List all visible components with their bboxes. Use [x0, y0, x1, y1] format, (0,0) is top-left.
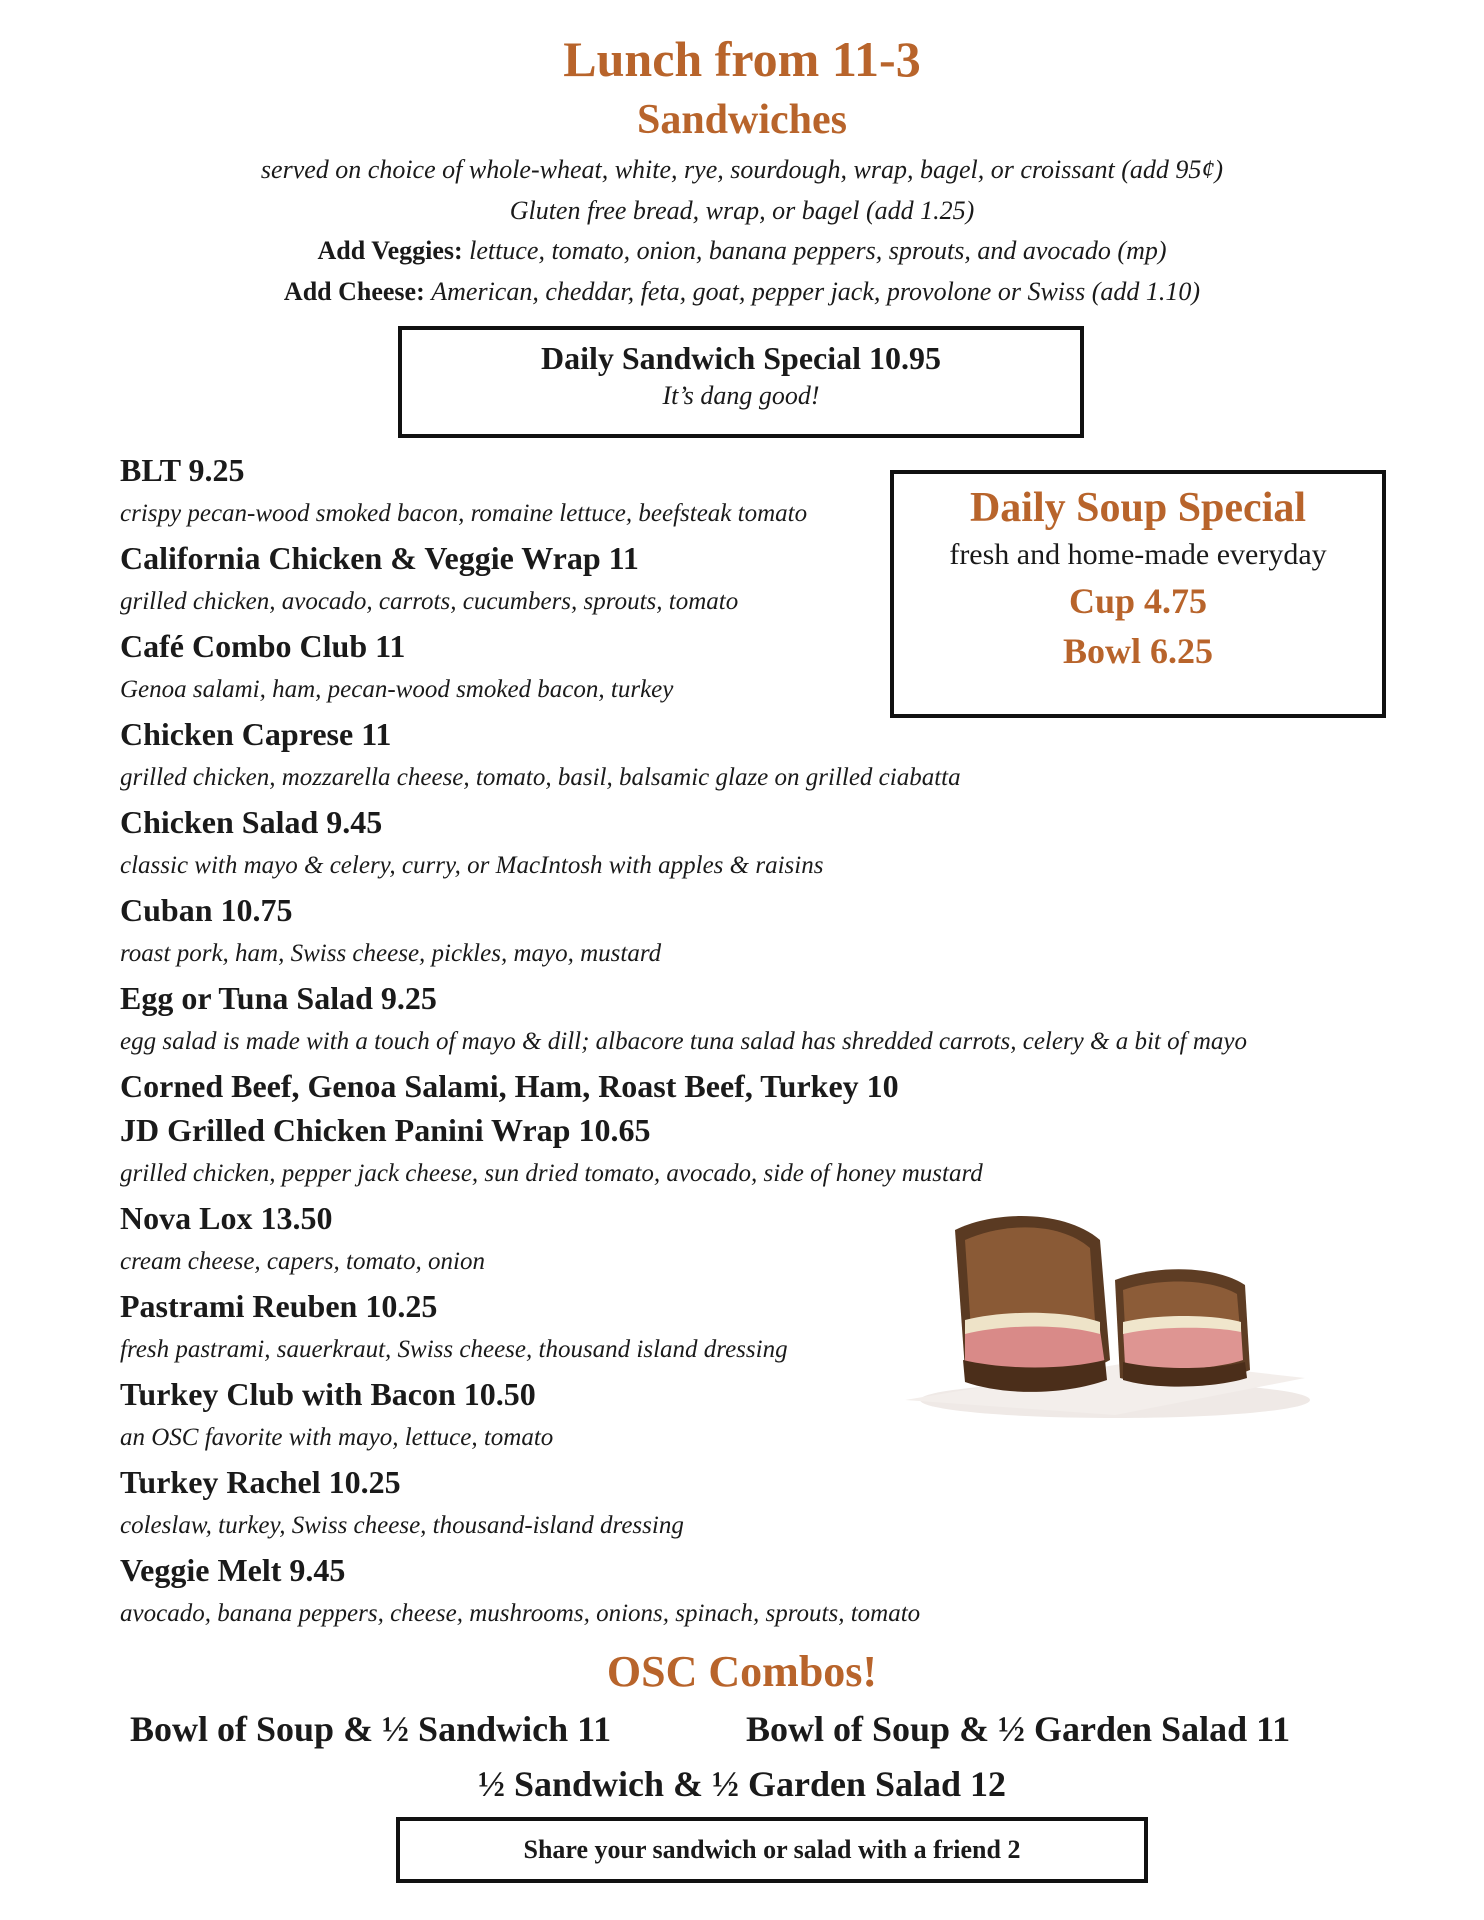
menu-item-name: Chicken Salad 9.45 — [120, 804, 383, 840]
add-cheese-line — [0, 277, 1484, 307]
combo-soup-half-sandwich: Bowl of Soup & ½ Sandwich 11 — [130, 1709, 612, 1749]
share-fee-text: Share your sandwich or salad with a friend 2 — [523, 1835, 1021, 1864]
share-fee-box — [396, 1817, 1148, 1883]
add-veggies-line — [0, 236, 1484, 266]
menu-item-name: JD Grilled Chicken Panini Wrap 10.65 — [120, 1112, 651, 1148]
daily-soup-special-subtitle: fresh and home-made everyday — [949, 538, 1327, 571]
menu-item-name: Nova Lox 13.50 — [120, 1200, 333, 1236]
daily-sandwich-special-title: Daily Sandwich Special 10.95 — [540, 340, 942, 376]
soup-bowl-price: Bowl 6.25 — [1062, 631, 1213, 671]
add-veggies-label: Add Veggies: — [317, 236, 463, 265]
sandwich-menu-list — [120, 448, 1370, 1636]
add-cheese-text: American, cheddar, feta, goat, pepper jack, provolone or Swiss (add 1.10) — [431, 277, 1201, 306]
menu-item-desc: egg salad is made with a touch of mayo & dill; albacore tuna salad has shredded carrots, celery & a bit of mayo — [120, 1028, 1247, 1055]
menu-item-name: Egg or Tuna Salad 9.25 — [120, 980, 437, 1016]
sandwich-half-left — [955, 1216, 1110, 1392]
menu-item-desc: grilled chicken, mozzarella cheese, tomato, basil, balsamic glaze on grilled ciabatta — [120, 764, 961, 791]
sandwich-half-right — [1115, 1269, 1250, 1386]
menu-item-name: Pastrami Reuben 10.25 — [120, 1288, 438, 1324]
menu-item-name: Turkey Rachel 10.25 — [120, 1464, 401, 1500]
section-title-sandwiches: Sandwiches — [636, 97, 848, 143]
gluten-free-note: Gluten free bread, wrap, or bagel (add 1.25) — [509, 196, 975, 225]
menu-item-desc: roast pork, ham, Swiss cheese, pickles, mayo, mustard — [120, 940, 662, 967]
menu-item-desc: cream cheese, capers, tomato, onion — [120, 1248, 485, 1275]
menu-item-desc: coleslaw, turkey, Swiss cheese, thousand-island dressing — [120, 1512, 684, 1539]
combo-half-sandwich-half-salad: ½ Sandwich & ½ Garden Salad 12 — [477, 1764, 1007, 1804]
page-title: Lunch from 11-3 — [563, 31, 921, 87]
menu-item-desc: fresh pastrami, sauerkraut, Swiss cheese, thousand island dressing — [120, 1336, 788, 1363]
menu-item-name: Café Combo Club 11 — [120, 628, 406, 664]
combos-title: OSC Combos! — [606, 1647, 878, 1696]
menu-item-name: Turkey Club with Bacon 10.50 — [120, 1376, 536, 1412]
menu-item-desc: Genoa salami, ham, pecan-wood smoked bacon, turkey — [120, 676, 674, 703]
menu-item-desc: an OSC favorite with mayo, lettuce, tomato — [120, 1424, 554, 1451]
menu-item-name: Veggie Melt 9.45 — [120, 1552, 346, 1588]
menu-item-name: Cuban 10.75 — [120, 892, 293, 928]
menu-item-desc: grilled chicken, pepper jack cheese, sun dried tomato, avocado, side of honey mustard — [120, 1160, 983, 1187]
menu-item-name: Chicken Caprese 11 — [120, 716, 392, 752]
menu-item-name: Corned Beef, Genoa Salami, Ham, Roast Beef, Turkey 10 — [120, 1068, 899, 1104]
reuben-sandwich-photo — [895, 1210, 1315, 1425]
menu-item-desc: avocado, banana peppers, cheese, mushrooms, onions, spinach, sprouts, tomato — [120, 1600, 921, 1627]
bread-note: served on choice of whole-wheat, white, rye, sourdough, wrap, bagel, or croissant (add 95¢) — [260, 155, 1224, 184]
menu-item-name: California Chicken & Veggie Wrap 11 — [120, 540, 639, 576]
menu-item-desc: classic with mayo & celery, curry, or MacIntosh with apples & raisins — [120, 852, 824, 879]
soup-cup-price: Cup 4.75 — [1068, 581, 1208, 621]
add-veggies-text: lettuce, tomato, onion, banana peppers, sprouts, and avocado (mp) — [469, 236, 1167, 265]
menu-item-desc: crispy pecan-wood smoked bacon, romaine lettuce, beefsteak tomato — [120, 500, 808, 527]
add-cheese-label: Add Cheese: — [283, 277, 425, 306]
daily-soup-special-title: Daily Soup Special — [969, 485, 1307, 531]
daily-sandwich-special-tagline: It’s dang good! — [662, 381, 820, 410]
menu-item-name: BLT 9.25 — [120, 452, 245, 488]
daily-sandwich-special-box — [398, 326, 1084, 438]
combo-soup-half-salad: Bowl of Soup & ½ Garden Salad 11 — [746, 1709, 1291, 1749]
menu-item-desc: grilled chicken, avocado, carrots, cucumbers, sprouts, tomato — [120, 588, 739, 615]
